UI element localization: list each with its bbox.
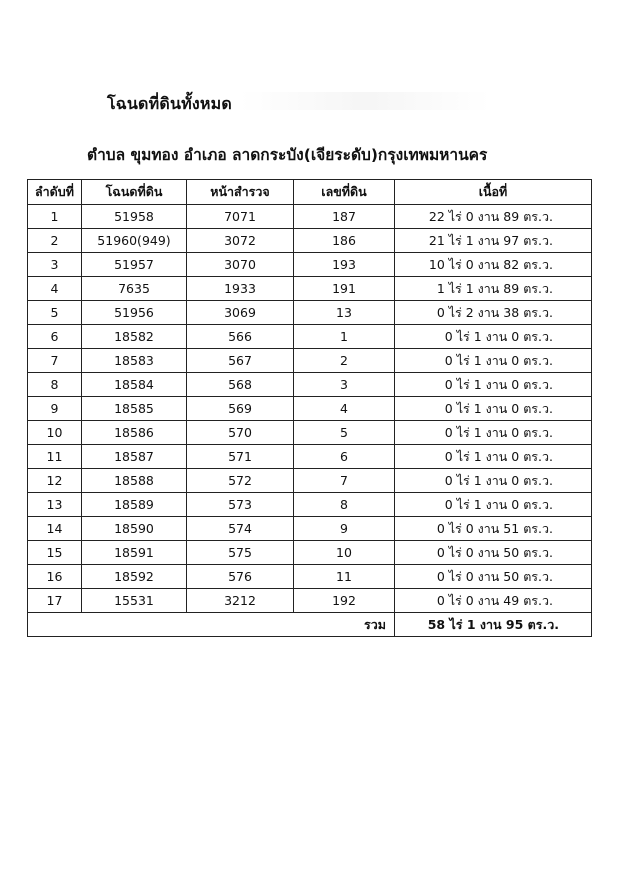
cell-no: 7 xyxy=(28,349,82,373)
cell-survey: 574 xyxy=(187,517,294,541)
cell-deed: 18591 xyxy=(82,541,187,565)
table-row xyxy=(28,469,592,493)
table-row xyxy=(28,277,592,301)
cell-parcel: 193 xyxy=(294,253,395,277)
table-row xyxy=(28,301,592,325)
table-row xyxy=(28,445,592,469)
table-row xyxy=(28,421,592,445)
cell-deed: 51956 xyxy=(82,301,187,325)
table-row xyxy=(28,397,592,421)
table-row xyxy=(28,493,592,517)
table-row xyxy=(28,589,592,613)
table-row xyxy=(28,229,592,253)
cell-no: 12 xyxy=(28,469,82,493)
cell-area: 0 ไร่ 1 งาน 0 ตร.ว. xyxy=(395,421,592,445)
cell-parcel: 7 xyxy=(294,469,395,493)
total-blank-3 xyxy=(187,613,294,637)
header-area: เนื้อที่ xyxy=(395,180,592,205)
cell-survey: 3072 xyxy=(187,229,294,253)
cell-parcel: 9 xyxy=(294,517,395,541)
table-header-row xyxy=(28,180,592,205)
table-row xyxy=(28,565,592,589)
cell-no: 5 xyxy=(28,301,82,325)
cell-deed: 51957 xyxy=(82,253,187,277)
table-row xyxy=(28,349,592,373)
cell-parcel: 5 xyxy=(294,421,395,445)
cell-parcel: 2 xyxy=(294,349,395,373)
cell-survey: 571 xyxy=(187,445,294,469)
table-row xyxy=(28,253,592,277)
cell-no: 6 xyxy=(28,325,82,349)
cell-survey: 567 xyxy=(187,349,294,373)
cell-no: 15 xyxy=(28,541,82,565)
cell-deed: 18584 xyxy=(82,373,187,397)
cell-deed: 18589 xyxy=(82,493,187,517)
cell-no: 17 xyxy=(28,589,82,613)
cell-no: 11 xyxy=(28,445,82,469)
cell-survey: 572 xyxy=(187,469,294,493)
cell-area: 10 ไร่ 0 งาน 82 ตร.ว. xyxy=(395,253,592,277)
cell-parcel: 10 xyxy=(294,541,395,565)
cell-area: 0 ไร่ 1 งาน 0 ตร.ว. xyxy=(395,373,592,397)
cell-survey: 570 xyxy=(187,421,294,445)
cell-parcel: 1 xyxy=(294,325,395,349)
cell-survey: 566 xyxy=(187,325,294,349)
cell-survey: 7071 xyxy=(187,205,294,229)
cell-no: 14 xyxy=(28,517,82,541)
cell-parcel: 186 xyxy=(294,229,395,253)
cell-deed: 18586 xyxy=(82,421,187,445)
cell-parcel: 192 xyxy=(294,589,395,613)
cell-survey: 568 xyxy=(187,373,294,397)
header-deed: โฉนดที่ดิน xyxy=(82,180,187,205)
table-body xyxy=(28,205,592,613)
cell-no: 8 xyxy=(28,373,82,397)
cell-deed: 18587 xyxy=(82,445,187,469)
cell-survey: 1933 xyxy=(187,277,294,301)
cell-no: 4 xyxy=(28,277,82,301)
table-row xyxy=(28,325,592,349)
cell-no: 13 xyxy=(28,493,82,517)
cell-area: 0 ไร่ 0 งาน 50 ตร.ว. xyxy=(395,541,592,565)
total-value: 58 ไร่ 1 งาน 95 ตร.ว. xyxy=(395,613,592,637)
cell-parcel: 3 xyxy=(294,373,395,397)
cell-no: 2 xyxy=(28,229,82,253)
document-subtitle: ตำบล ขุมทอง อำเภอ ลาดกระบัง(เจียระดับ)กรุงเทพมหานคร xyxy=(87,146,488,164)
total-blank-2 xyxy=(82,613,187,637)
table-row xyxy=(28,205,592,229)
land-deed-table xyxy=(27,179,592,637)
cell-survey: 3212 xyxy=(187,589,294,613)
cell-deed: 18582 xyxy=(82,325,187,349)
cell-deed: 18583 xyxy=(82,349,187,373)
cell-deed: 51960(949) xyxy=(82,229,187,253)
cell-deed: 15531 xyxy=(82,589,187,613)
cell-area: 0 ไร่ 1 งาน 0 ตร.ว. xyxy=(395,349,592,373)
cell-area: 0 ไร่ 1 งาน 0 ตร.ว. xyxy=(395,325,592,349)
cell-no: 9 xyxy=(28,397,82,421)
document-title: โฉนดที่ดินทั้งหมด xyxy=(107,94,232,113)
header-survey: หน้าสำรวจ xyxy=(187,180,294,205)
cell-area: 0 ไร่ 1 งาน 0 ตร.ว. xyxy=(395,445,592,469)
cell-no: 10 xyxy=(28,421,82,445)
cell-deed: 7635 xyxy=(82,277,187,301)
cell-area: 0 ไร่ 1 งาน 0 ตร.ว. xyxy=(395,493,592,517)
table-row xyxy=(28,517,592,541)
cell-survey: 575 xyxy=(187,541,294,565)
header-no: ลำดับที่ xyxy=(28,180,82,205)
cell-parcel: 187 xyxy=(294,205,395,229)
cell-parcel: 11 xyxy=(294,565,395,589)
redacted-area xyxy=(240,92,490,110)
cell-deed: 18590 xyxy=(82,517,187,541)
cell-survey: 3069 xyxy=(187,301,294,325)
cell-no: 3 xyxy=(28,253,82,277)
cell-deed: 18585 xyxy=(82,397,187,421)
cell-area: 21 ไร่ 1 งาน 97 ตร.ว. xyxy=(395,229,592,253)
cell-survey: 3070 xyxy=(187,253,294,277)
cell-parcel: 191 xyxy=(294,277,395,301)
cell-deed: 18588 xyxy=(82,469,187,493)
cell-area: 0 ไร่ 1 งาน 0 ตร.ว. xyxy=(395,469,592,493)
cell-survey: 573 xyxy=(187,493,294,517)
cell-area: 0 ไร่ 1 งาน 0 ตร.ว. xyxy=(395,397,592,421)
table-row xyxy=(28,541,592,565)
total-blank-1 xyxy=(28,613,82,637)
cell-area: 0 ไร่ 0 งาน 50 ตร.ว. xyxy=(395,565,592,589)
cell-area: 0 ไร่ 2 งาน 38 ตร.ว. xyxy=(395,301,592,325)
total-label: รวม xyxy=(294,613,395,637)
cell-area: 22 ไร่ 0 งาน 89 ตร.ว. xyxy=(395,205,592,229)
total-row xyxy=(28,613,592,637)
header-parcel: เลขที่ดิน xyxy=(294,180,395,205)
table-row xyxy=(28,373,592,397)
cell-deed: 18592 xyxy=(82,565,187,589)
cell-survey: 576 xyxy=(187,565,294,589)
cell-deed: 51958 xyxy=(82,205,187,229)
cell-survey: 569 xyxy=(187,397,294,421)
cell-area: 0 ไร่ 0 งาน 51 ตร.ว. xyxy=(395,517,592,541)
cell-parcel: 8 xyxy=(294,493,395,517)
cell-area: 1 ไร่ 1 งาน 89 ตร.ว. xyxy=(395,277,592,301)
cell-no: 16 xyxy=(28,565,82,589)
cell-parcel: 6 xyxy=(294,445,395,469)
cell-area: 0 ไร่ 0 งาน 49 ตร.ว. xyxy=(395,589,592,613)
cell-parcel: 4 xyxy=(294,397,395,421)
cell-no: 1 xyxy=(28,205,82,229)
cell-parcel: 13 xyxy=(294,301,395,325)
